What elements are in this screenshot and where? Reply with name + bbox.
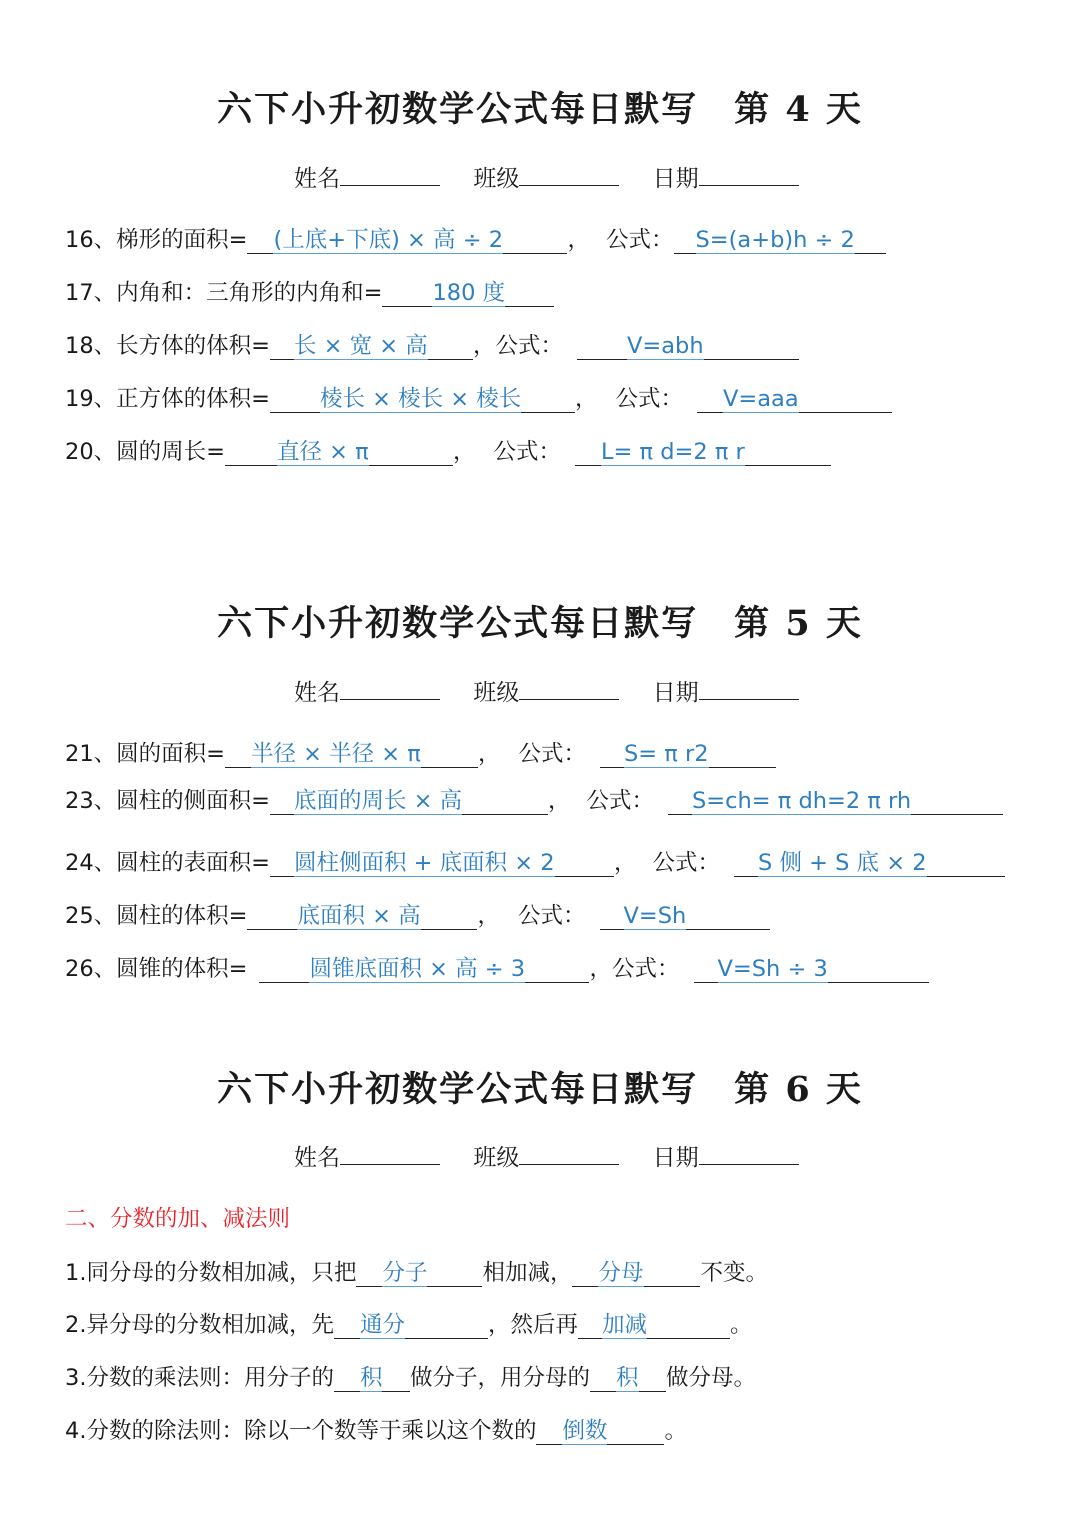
answer-blank[interactable] — [247, 226, 567, 254]
answer-blank[interactable] — [270, 849, 614, 877]
date-label: 日期 — [652, 1145, 699, 1171]
formula-blank[interactable] — [674, 226, 886, 254]
question-text: 16、梯形的面积= — [65, 227, 248, 253]
answer-blank[interactable] — [259, 955, 589, 983]
answer-text: 通分 — [359, 1312, 405, 1338]
answer-text: 长 × 宽 × 高 — [293, 333, 428, 359]
section-heading: 二、分数的加、减法则 — [65, 1206, 291, 1232]
answer-blank[interactable] — [270, 332, 473, 360]
answer-text: 倒数 — [562, 1418, 608, 1444]
question-text: 24、圆柱的表面积= — [65, 850, 270, 876]
question-20 — [65, 437, 831, 467]
question-24 — [65, 848, 1005, 878]
name-label: 姓名 — [294, 680, 340, 706]
rule-text: 相加减， — [482, 1260, 573, 1286]
separator: ， — [589, 956, 612, 982]
answer-blank[interactable] — [356, 1259, 482, 1287]
answer-blank[interactable] — [536, 1417, 664, 1445]
class-field[interactable] — [519, 677, 619, 700]
answer-text: 分子 — [382, 1260, 428, 1286]
date-field[interactable] — [699, 677, 799, 700]
answer-blank[interactable] — [225, 438, 453, 466]
name-label: 姓名 — [294, 166, 340, 192]
formula-text: V=Sh — [623, 903, 687, 929]
day-label: 第 4 天 — [734, 89, 863, 130]
answer-text: 圆柱侧面积 + 底面积 × 2 — [293, 850, 555, 876]
answer-text: 半径 × 半径 × π — [250, 741, 421, 767]
question-18 — [65, 331, 799, 361]
answer-text: 加减 — [601, 1312, 647, 1338]
question-text: 26、圆锥的体积= — [65, 956, 248, 982]
formula-label: 公式： — [612, 956, 680, 982]
section-title-day5 — [0, 604, 1080, 644]
rule-text: 4.分数的除法则：除以一个数等于乘以这个数的 — [65, 1418, 537, 1444]
formula-blank[interactable] — [600, 740, 776, 768]
answer-text: (上底+下底) × 高 ÷ 2 — [273, 227, 504, 253]
name-label: 姓名 — [294, 1145, 340, 1171]
date-label: 日期 — [652, 680, 699, 706]
rule-text: 2.异分母的分数相加减，先 — [65, 1312, 334, 1338]
question-text: 19、正方体的体积= — [65, 386, 270, 412]
formula-text: V=Sh ÷ 3 — [717, 956, 828, 982]
answer-text: 棱长 × 棱长 × 棱长 — [319, 386, 522, 412]
answer-blank[interactable] — [334, 1311, 488, 1339]
answer-text: 底面的周长 × 高 — [293, 788, 463, 814]
student-info-row — [294, 677, 799, 708]
rule-1 — [65, 1258, 768, 1288]
formula-text: S 侧 + S 底 × 2 — [758, 850, 927, 876]
formula-blank[interactable] — [734, 849, 1005, 877]
formula-label: 公式： — [615, 386, 684, 412]
question-text: 23、圆柱的侧面积= — [65, 788, 270, 814]
answer-blank[interactable] — [334, 1364, 410, 1392]
class-label: 班级 — [473, 166, 520, 192]
rule-text: 。 — [664, 1418, 687, 1444]
rule-text: 不变。 — [700, 1260, 768, 1286]
question-text: 17、内角和：三角形的内角和= — [65, 280, 383, 306]
answer-text: 积 — [359, 1365, 383, 1391]
class-label: 班级 — [473, 680, 520, 706]
rule-text: ，然后再 — [487, 1312, 578, 1338]
class-field[interactable] — [519, 163, 619, 186]
question-17 — [65, 278, 554, 308]
separator: ， — [613, 850, 637, 876]
formula-blank[interactable] — [697, 385, 892, 413]
question-text: 18、长方体的体积= — [65, 333, 270, 359]
question-text: 25、圆柱的体积= — [65, 903, 248, 929]
rule-text: 3.分数的乘法则：用分子的 — [65, 1365, 334, 1391]
name-field[interactable] — [340, 677, 440, 700]
formula-label: 公式： — [495, 333, 564, 359]
name-field[interactable] — [340, 1142, 440, 1165]
answer-blank[interactable] — [382, 279, 554, 307]
answer-text: 积 — [615, 1365, 639, 1391]
separator: ， — [567, 227, 590, 253]
rule-text: 做分子，用分母的 — [409, 1365, 590, 1391]
rule-2 — [65, 1310, 753, 1340]
answer-text: 底面积 × 高 — [297, 903, 421, 929]
formula-text: L= π d=2 π r — [601, 439, 745, 465]
answer-blank[interactable] — [270, 385, 575, 413]
question-16 — [65, 225, 886, 255]
answer-blank[interactable] — [270, 787, 548, 815]
rule-text: 1.同分母的分数相加减，只把 — [65, 1260, 357, 1286]
title-text: 六下小升初数学公式每日默写 — [217, 89, 699, 130]
answer-blank[interactable] — [572, 1259, 700, 1287]
class-field[interactable] — [519, 1142, 619, 1165]
question-21 — [65, 739, 776, 769]
formula-label: 公式： — [518, 903, 586, 929]
class-label: 班级 — [473, 1145, 520, 1171]
formula-blank[interactable] — [577, 332, 799, 360]
title-text: 六下小升初数学公式每日默写 — [217, 603, 699, 644]
formula-blank[interactable] — [694, 955, 929, 983]
separator: ， — [477, 903, 500, 929]
formula-label: 公式： — [493, 439, 562, 465]
rule-text: 做分母。 — [665, 1365, 756, 1391]
title-text: 六下小升初数学公式每日默写 — [217, 1069, 699, 1110]
answer-blank[interactable] — [225, 740, 478, 768]
formula-label: 公式： — [518, 741, 587, 767]
name-field[interactable] — [340, 163, 440, 186]
answer-blank[interactable] — [247, 902, 477, 930]
question-23 — [65, 786, 1003, 816]
separator: ， — [547, 788, 571, 814]
question-25 — [65, 901, 770, 931]
rule-3 — [65, 1363, 756, 1393]
student-info-row — [294, 163, 799, 194]
date-field[interactable] — [699, 1142, 799, 1165]
question-text: 20、圆的周长= — [65, 439, 225, 465]
answer-blank[interactable] — [590, 1364, 666, 1392]
formula-text: S=(a+b)h ÷ 2 — [695, 227, 855, 253]
separator: ， — [574, 386, 598, 412]
rule-text: 。 — [729, 1312, 753, 1338]
question-19 — [65, 384, 892, 414]
formula-blank[interactable] — [600, 902, 770, 930]
separator: ， — [477, 741, 501, 767]
answer-text: 直径 × π — [276, 439, 369, 465]
formula-blank[interactable] — [575, 438, 831, 466]
separator: ， — [452, 439, 476, 465]
day-label: 第 5 天 — [734, 603, 863, 644]
formula-text: S= π r2 — [624, 741, 709, 767]
student-info-row — [294, 1142, 799, 1173]
separator: ， — [472, 333, 496, 359]
answer-blank[interactable] — [578, 1311, 730, 1339]
formula-label: 公式： — [586, 788, 655, 814]
formula-text: V=aaa — [723, 386, 799, 412]
answer-text: 圆锥底面积 × 高 ÷ 3 — [309, 956, 526, 982]
rule-4 — [65, 1416, 687, 1446]
date-field[interactable] — [699, 163, 799, 186]
question-26 — [65, 954, 929, 984]
formula-text: V=abh — [627, 333, 704, 359]
formula-label: 公式： — [606, 227, 674, 253]
formula-text: S=ch= π dh=2 π rh — [692, 788, 912, 814]
section-title-day6 — [0, 1070, 1080, 1110]
date-label: 日期 — [652, 166, 699, 192]
formula-blank[interactable] — [668, 787, 1003, 815]
question-text: 21、圆的面积= — [65, 741, 225, 767]
answer-text: 分母 — [598, 1260, 644, 1286]
section-title-day4 — [0, 90, 1080, 130]
day-label: 第 6 天 — [734, 1069, 863, 1110]
formula-label: 公式： — [652, 850, 721, 876]
answer-text: 180 度 — [432, 280, 506, 306]
